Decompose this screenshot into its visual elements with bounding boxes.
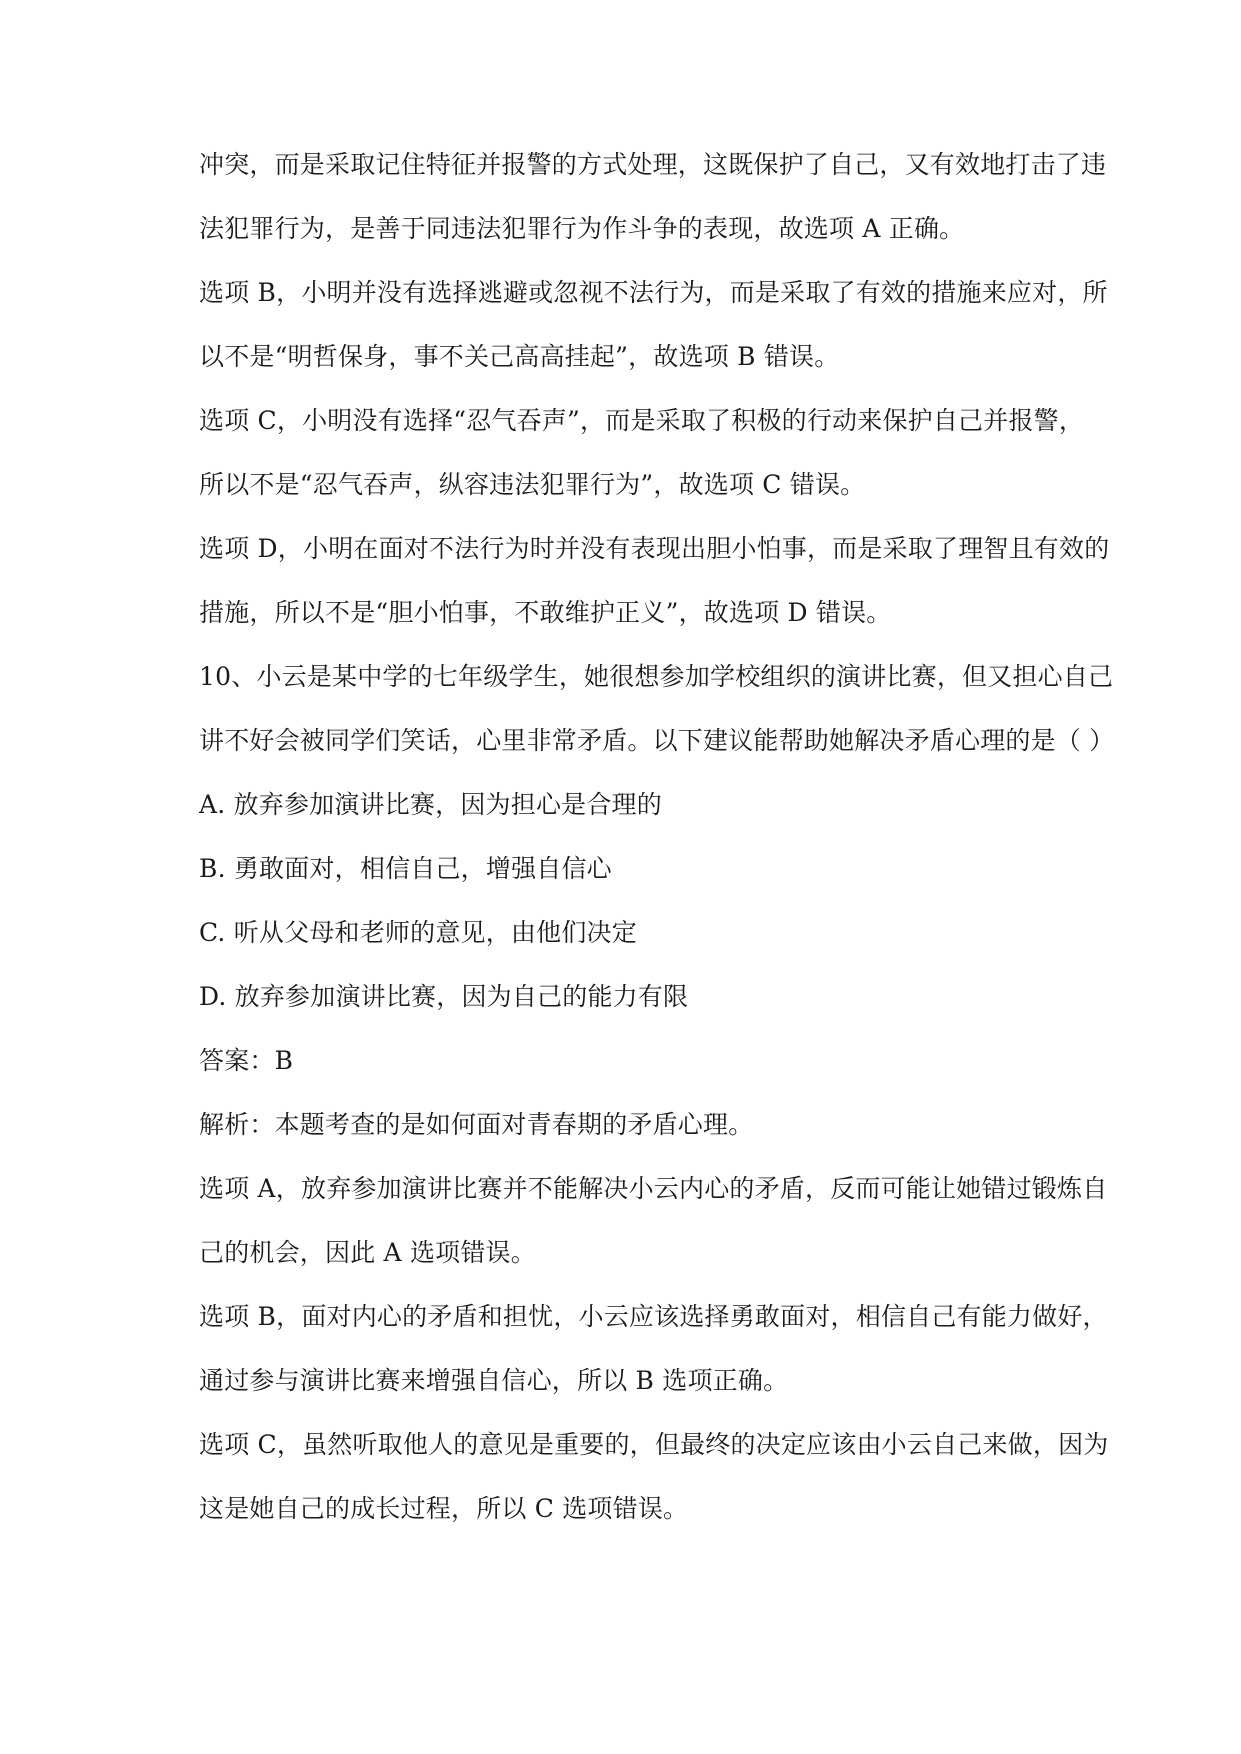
paragraph-line: 选项 D，小明在面对不法行为时并没有表现出胆小怕事，而是采取了理智且有效的 (199, 534, 1110, 563)
paragraph-line: 所以不是“忍气吞声，纵容违法犯罪行为”，故选项 C 错误。 (199, 470, 866, 499)
paragraph-line: 己的机会，因此 A 选项错误。 (199, 1238, 536, 1267)
paragraph-line: 选项 C，小明没有选择“忍气吞声”，而是采取了积极的行动来保护自己并报警， (199, 406, 1085, 435)
paragraph-line: 冲突，而是采取记住特征并报警的方式处理，这既保护了自己，又有效地打击了违 (199, 150, 1107, 179)
answer-line: 答案：B (199, 1046, 294, 1075)
option-d: D. 放弃参加演讲比赛，因为自己的能力有限 (199, 982, 689, 1011)
analysis-intro: 解析：本题考查的是如何面对青春期的矛盾心理。 (199, 1110, 754, 1139)
paragraph-line: 以不是“明哲保身，事不关己高高挂起”，故选项 B 错误。 (199, 342, 840, 371)
paragraph-line: 选项 B，小明并没有选择逃避或忽视不法行为，而是采取了有效的措施来应对，所 (199, 278, 1108, 307)
question-stem-line: 讲不好会被同学们笑话，心里非常矛盾。以下建议能帮助她解决矛盾心理的是（ ） (199, 726, 1115, 755)
paragraph-line: 选项 B，面对内心的矛盾和担忧，小云应该选择勇敢面对，相信自己有能力做好， (199, 1302, 1108, 1331)
paragraph-line: 通过参与演讲比赛来增强自信心，所以 B 选项正确。 (199, 1366, 789, 1395)
question-stem-line: 10、小云是某中学的七年级学生，她很想参加学校组织的演讲比赛，但又担心自己 (199, 662, 1114, 691)
option-a: A. 放弃参加演讲比赛，因为担心是合理的 (199, 790, 662, 819)
paragraph-line: 选项 C，虽然听取他人的意见是重要的，但最终的决定应该由小云自己来做，因为 (199, 1430, 1109, 1459)
option-b: B. 勇敢面对，相信自己，增强自信心 (199, 854, 612, 883)
paragraph-line: 措施，所以不是“胆小怕事，不敢维护正义”，故选项 D 错误。 (199, 598, 892, 627)
paragraph-line: 这是她自己的成长过程，所以 C 选项错误。 (199, 1494, 689, 1523)
paragraph-line: 选项 A，放弃参加演讲比赛并不能解决小云内心的矛盾，反而可能让她错过锻炼自 (199, 1174, 1108, 1203)
paragraph-line: 法犯罪行为，是善于同违法犯罪行为作斗争的表现，故选项 A 正确。 (199, 214, 965, 243)
option-c: C. 听从父母和老师的意见，由他们决定 (199, 918, 637, 947)
